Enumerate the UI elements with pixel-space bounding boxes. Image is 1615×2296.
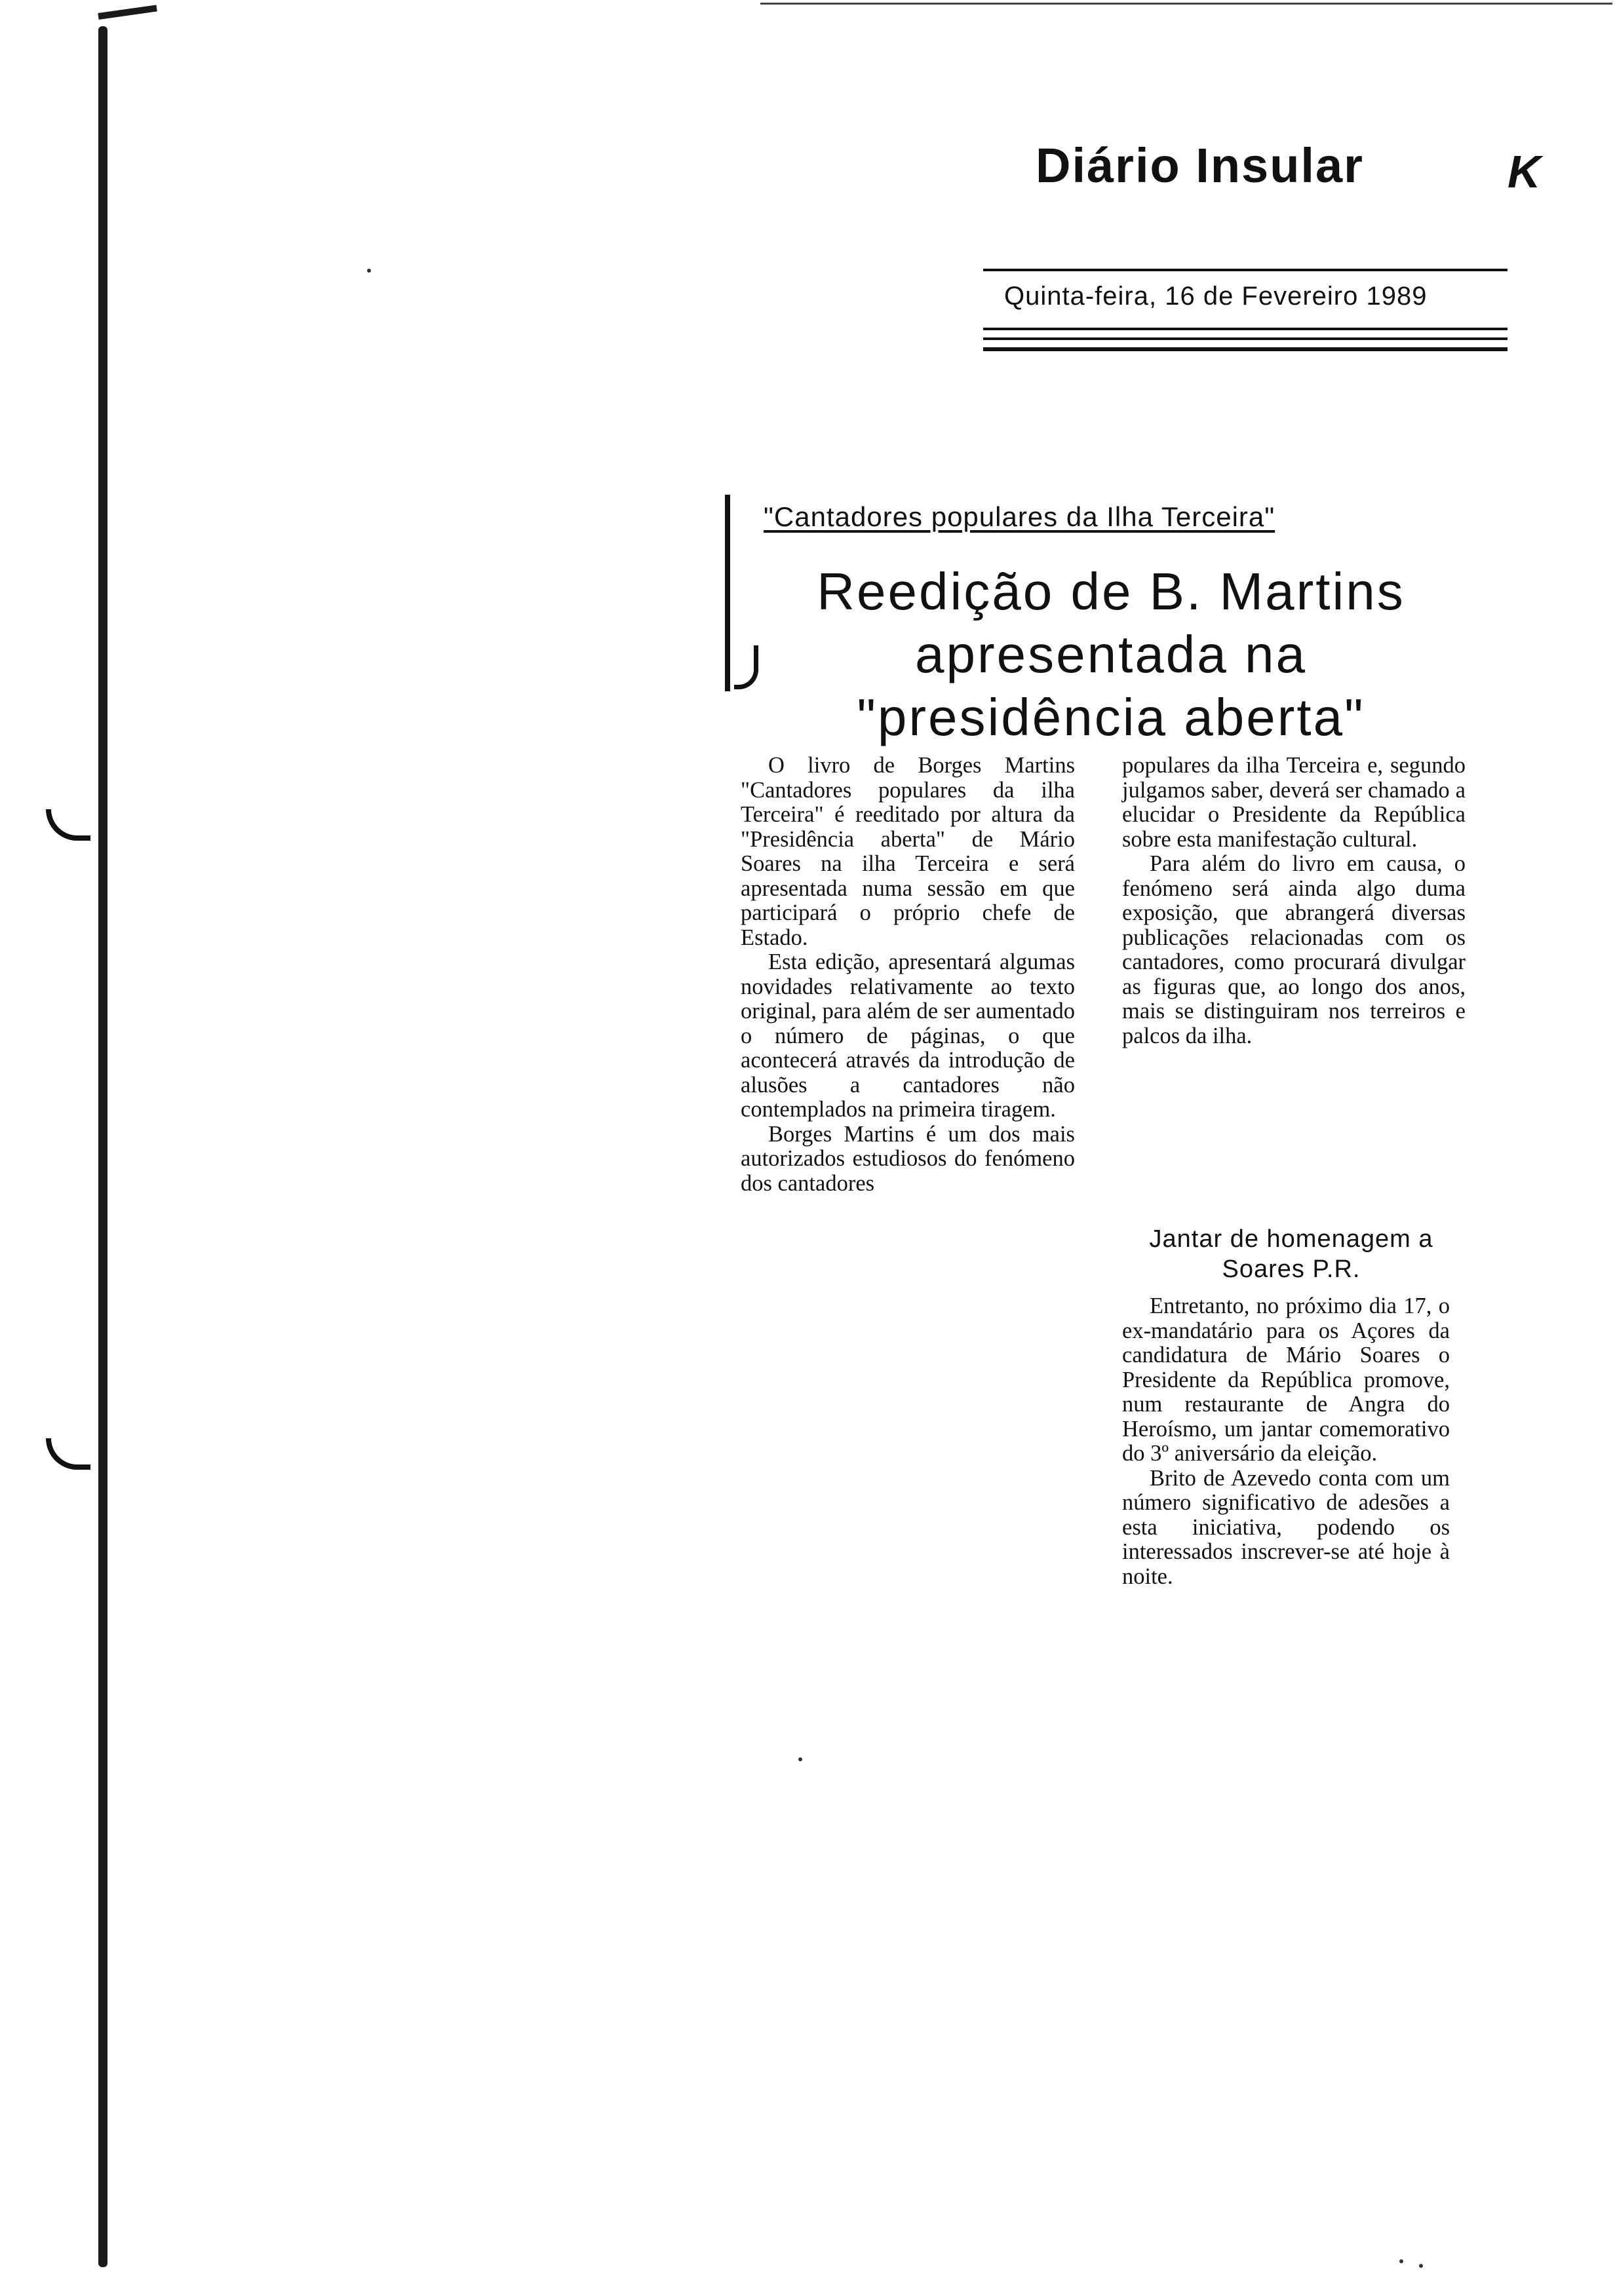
newspaper-name: Diário Insular [1036, 138, 1364, 193]
date-rule-top [983, 328, 1508, 330]
paragraph: populares da ilha Terceira e, segundo julgamos saber, deverá ser chamado a elucidar o Presidente da República sobre esta manifestação cultural. [1122, 753, 1466, 852]
date-rule-bottom [983, 347, 1508, 351]
paragraph: Para além do livro em causa, o fenómeno será ainda algo duma exposição, que abrangerá diversas publicações relacionadas com os cantadores, como procurará divulgar as figuras que, ao longo dos anos, mais se distinguiram nos terreiros e palcos da ilha. [1122, 851, 1466, 1048]
speck [367, 269, 371, 273]
paragraph: Borges Martins é um dos mais autorizados estudiosos do fenómeno dos cantadores [741, 1121, 1075, 1196]
paragraph: Esta edição, apresentará algumas novidades relativamente ao texto original, para além de ser aumentado o número de páginas, o que acontecerá através da introdução de alusões a cantadores não contemplados na primeira tiragem. [741, 949, 1075, 1122]
speck [1419, 2264, 1423, 2268]
issue-date: Quinta-feira, 16 de Fevereiro 1989 [1004, 282, 1428, 311]
article-kicker: "Cantadores populares da Ilha Terceira" [764, 501, 1275, 532]
date-rule-middle [983, 337, 1508, 340]
scan-top-line [760, 3, 1612, 5]
speck [798, 1757, 802, 1761]
clipping-mark [725, 495, 730, 691]
article-headline: Reedição de B. Martins apresentada na "presidência aberta" [817, 562, 1405, 746]
paragraph: Brito de Azevedo conta com um número significativo de adesões a esta iniciativa, podendo os interessados inscrever-se até hoje à noite. [1122, 1465, 1450, 1589]
article-column-2 [1122, 754, 1466, 1048]
scan-top-corner [98, 5, 157, 20]
speck [1399, 2259, 1403, 2263]
paragraph: O livro de Borges Martins "Cantadores populares da ilha Terceira" é reeditado por altura da "Presidência aberta" de Mário Soares na ilha Terceira e será apresentada numa sessão em que participará o próprio chefe de Estado. [741, 753, 1075, 950]
article-column-3 [1122, 1294, 1450, 1589]
corner-mark: K [1508, 146, 1541, 197]
masthead-rule [983, 269, 1508, 271]
paragraph: Entretanto, no próximo dia 17, o ex-mandatário para os Açores da candidatura de Mário Soares o Presidente da República promove, num restaurante de Angra do Heroísmo, um jantar comemorativo do 3º aniversário da eleição. [1122, 1293, 1450, 1466]
binder-hole-mark [46, 1438, 90, 1470]
article-column-1 [741, 754, 1075, 1196]
section-subhead: Jantar de homenagem a Soares P.R. [1149, 1225, 1433, 1283]
binder-hole-mark [46, 809, 90, 841]
scan-left-edge [98, 26, 107, 2267]
